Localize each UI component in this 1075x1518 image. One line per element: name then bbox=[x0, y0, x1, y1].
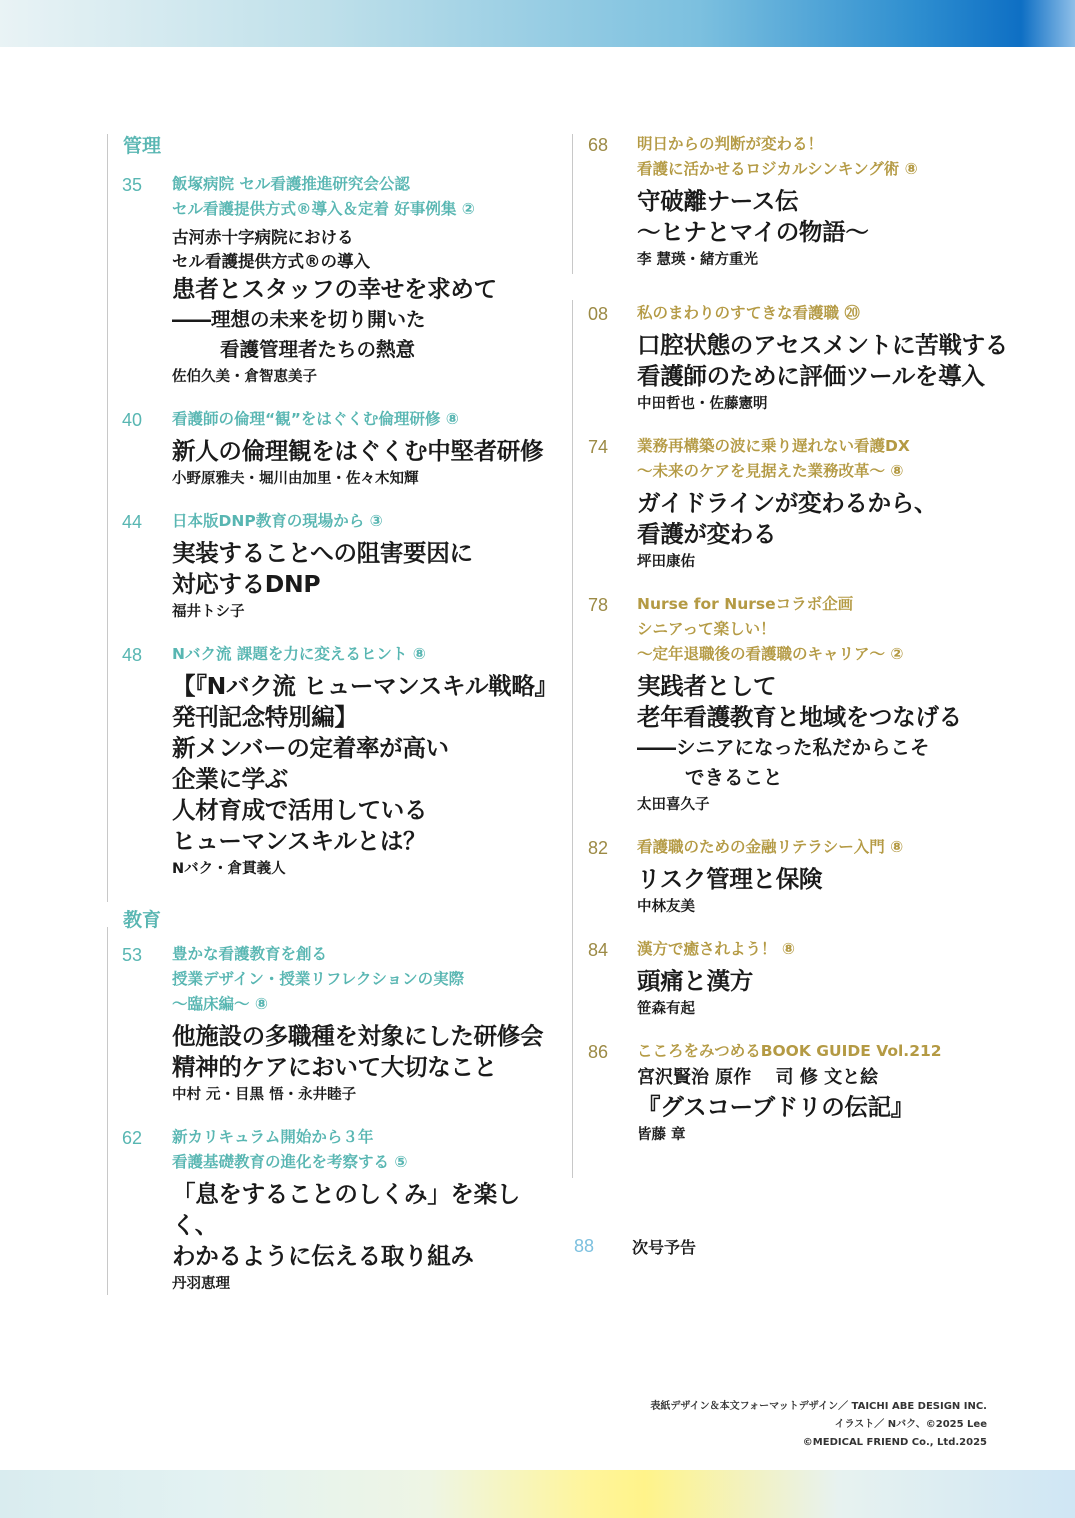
left-column bbox=[107, 132, 557, 1295]
top-color-band bbox=[0, 0, 1075, 47]
article-subtitle: 看護管理者たちの熱意 bbox=[220, 338, 416, 361]
article-title: ～ヒナとマイの物語～ bbox=[637, 218, 869, 246]
article-title: 看護が変わる bbox=[637, 520, 777, 548]
series-title: 漢方で癒されよう！ ⑧ bbox=[637, 940, 796, 958]
page-number: 82 bbox=[588, 838, 609, 858]
article-title: 実装することへの阻害要因に bbox=[172, 539, 473, 567]
series-title: 新カリキュラム開始から３年 bbox=[172, 1128, 374, 1146]
page-number: 62 bbox=[122, 1128, 143, 1148]
article-title: 老年看護教育と地域をつなげる bbox=[637, 703, 962, 731]
series-title: 授業デザイン・授業リフレクションの実際 bbox=[172, 970, 465, 988]
article-subtitle: ――理想の未来を切り開いた bbox=[172, 308, 426, 331]
author: 丹羽恵理 bbox=[172, 1276, 230, 1292]
page-number: 53 bbox=[122, 945, 143, 965]
article-title: ヒューマンスキルとは？ bbox=[172, 827, 427, 855]
toc-entry-68[interactable] bbox=[572, 132, 1042, 271]
series-title: ～定年退職後の看護職のキャリア～ ② bbox=[637, 645, 904, 663]
series-title: Nバク流 課題を力に変えるヒント ⑧ bbox=[172, 645, 426, 663]
toc-entry-84[interactable] bbox=[572, 937, 1042, 1020]
author: 李 慧瑛・緒方重光 bbox=[637, 252, 759, 268]
article-title: 精神的ケアにおいて大切なこと bbox=[172, 1053, 497, 1081]
series-title: 看護師の倫理“観”をはぐくむ倫理研修 ⑧ bbox=[172, 410, 459, 428]
series-title: セル看護提供方式®導入＆定着 好事例集 ② bbox=[172, 200, 475, 218]
article-title: 実践者として bbox=[637, 672, 777, 700]
toc-entry-86[interactable] bbox=[572, 1039, 1042, 1146]
article-title: 患者とスタッフの幸せを求めて bbox=[172, 275, 497, 303]
credit-illustration: イラスト／ Nバク、©2025 Lee bbox=[834, 1419, 987, 1430]
article-title: 対応するDNP bbox=[172, 570, 321, 598]
article-title: 他施設の多職種を対象にした研修会 bbox=[172, 1022, 544, 1050]
article-title: 口腔状態のアセスメントに苦戦する bbox=[637, 331, 1008, 359]
next-issue-label: 次号予告 bbox=[632, 1238, 697, 1257]
pre-title: セル看護提供方式®の導入 bbox=[172, 252, 370, 271]
series-title: 看護に活かせるロジカルシンキング術 ⑧ bbox=[637, 160, 918, 178]
author: 笹森有起 bbox=[637, 1001, 695, 1017]
article-title: 新人の倫理観をはぐくむ中堅者研修 bbox=[172, 437, 544, 465]
article-title: 発刊記念特別編】 bbox=[172, 703, 358, 731]
page-number: 74 bbox=[588, 437, 609, 457]
page-number: 08 bbox=[588, 304, 609, 324]
author: 佐伯久美・倉智恵美子 bbox=[172, 369, 317, 385]
toc-entry-40[interactable] bbox=[107, 407, 557, 490]
page-number: 78 bbox=[588, 595, 609, 615]
author: 中田哲也・佐藤憲明 bbox=[637, 396, 768, 412]
author: Nバク・倉貫義人 bbox=[172, 861, 286, 877]
article-title: 【『Nバク流 ヒューマンスキル戦略』 bbox=[172, 672, 558, 700]
series-title: 業務再構築の波に乗り遅れない看護DX bbox=[637, 437, 910, 455]
article-subtitle: できること bbox=[685, 766, 783, 789]
series-title: ～未来のケアを見据えた業務改革～ ⑧ bbox=[637, 462, 904, 480]
author: 小野原雅夫・堀川由加里・佐々木知輝 bbox=[172, 471, 419, 487]
article-title: リスク管理と保険 bbox=[637, 865, 823, 893]
author: 坪田康佑 bbox=[637, 554, 695, 570]
page-number: 88 bbox=[574, 1236, 595, 1256]
page-number: 48 bbox=[122, 645, 143, 665]
article-title: 看護師のために評価ツールを導入 bbox=[637, 362, 985, 390]
author: 太田喜久子 bbox=[637, 797, 710, 813]
toc-entry-44[interactable] bbox=[107, 509, 557, 623]
article-subtitle: ――シニアになった私だからこそ bbox=[637, 736, 930, 759]
article-title: わかるように伝える取り組み bbox=[172, 1242, 474, 1270]
author: 福井トシ子 bbox=[172, 604, 245, 620]
article-title: 人材育成で活用している bbox=[172, 796, 428, 824]
toc-entry-53[interactable] bbox=[107, 942, 557, 1106]
series-title: 豊かな看護教育を創る bbox=[172, 945, 328, 963]
series-title: 看護基礎教育の進化を考察する ⑤ bbox=[172, 1153, 408, 1171]
article-title: ガイドラインが変わるから、 bbox=[637, 489, 938, 517]
page-number: 84 bbox=[588, 940, 609, 960]
author: 中村 元・目黒 悟・永井睦子 bbox=[172, 1087, 357, 1103]
toc-entry-74[interactable] bbox=[572, 434, 1042, 573]
credit-copyright: ©MEDICAL FRIEND Co., Ltd.2025 bbox=[802, 1437, 987, 1448]
toc-entry-35[interactable] bbox=[107, 172, 557, 388]
page-number: 44 bbox=[122, 512, 143, 532]
credits bbox=[650, 1398, 987, 1452]
article-title: 守破離ナース伝 bbox=[637, 187, 799, 215]
series-title: Nurse for Nurseコラボ企画 bbox=[637, 595, 854, 613]
article-title: 頭痛と漢方 bbox=[637, 967, 753, 995]
page-number: 40 bbox=[122, 410, 143, 430]
bottom-color-band bbox=[0, 1470, 1075, 1518]
toc-entry-62[interactable] bbox=[107, 1125, 557, 1295]
article-title: 企業に学ぶ bbox=[172, 765, 288, 793]
series-title: シニアって楽しい！ bbox=[637, 620, 776, 638]
series-title: 飯塚病院 セル看護推進研究会公認 bbox=[172, 175, 410, 193]
series-title: 私のまわりのすてきな看護職 ⑳ bbox=[637, 304, 860, 322]
article-title: 新メンバーの定着率が高い bbox=[172, 734, 449, 762]
author: 皆藤 章 bbox=[637, 1127, 686, 1143]
credit-design: 表紙デザイン＆本文フォーマットデザイン／ TAICHI ABE DESIGN INC. bbox=[650, 1401, 987, 1412]
toc-entry-48[interactable] bbox=[107, 642, 557, 880]
series-title: こころをみつめるBOOK GUIDE Vol.212 bbox=[637, 1042, 942, 1060]
article-title: 「息をすることのしくみ」を楽しく、 bbox=[172, 1180, 520, 1239]
series-title: 看護職のための金融リテラシー入門 ⑧ bbox=[637, 838, 904, 856]
pre-title: 宮沢賢治 原作 司 修 文と絵 bbox=[637, 1067, 879, 1088]
page-number: 35 bbox=[122, 175, 143, 195]
pre-title: 古河赤十字病院における bbox=[172, 228, 354, 247]
series-title: ～臨床編～ ⑧ bbox=[172, 995, 269, 1013]
right-column bbox=[572, 132, 1042, 1146]
author: 中林友美 bbox=[637, 899, 695, 915]
article-title: 『グスコーブドリの伝記』 bbox=[637, 1093, 914, 1121]
toc-entry-08[interactable] bbox=[572, 301, 1042, 415]
series-title: 日本版DNP教育の現場から ③ bbox=[172, 512, 383, 530]
page-number: 86 bbox=[588, 1042, 609, 1062]
section-title-kyoiku: 教育 bbox=[123, 909, 162, 931]
page-number: 68 bbox=[588, 135, 609, 155]
section-title-kanri: 管理 bbox=[123, 135, 162, 157]
series-title: 明日からの判断が変わる！ bbox=[637, 135, 824, 153]
toc-entry-78[interactable] bbox=[572, 592, 1042, 816]
toc-entry-82[interactable] bbox=[572, 835, 1042, 918]
